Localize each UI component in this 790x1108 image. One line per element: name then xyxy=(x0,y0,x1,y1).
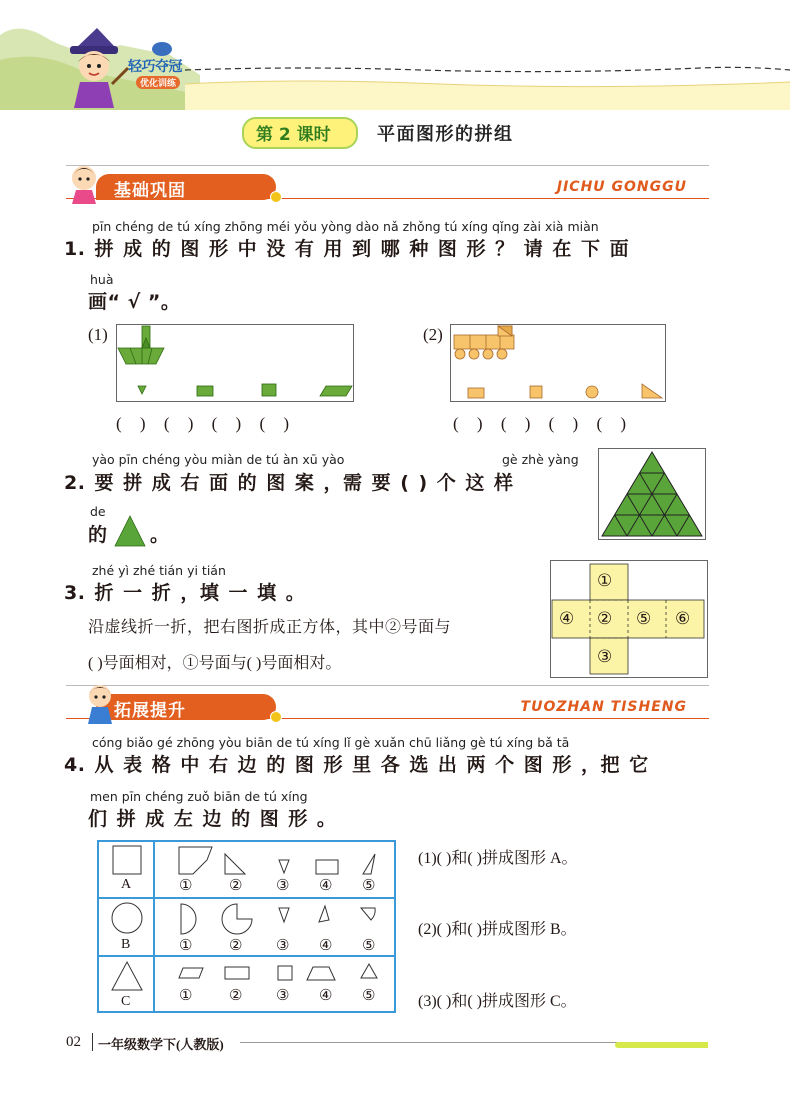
section-dot xyxy=(270,711,282,723)
q1-parens-b[interactable]: ( ) ( ) ( ) ( ) xyxy=(453,414,627,433)
row-a-num-3: ③ xyxy=(276,878,290,894)
q3-body-1: 沿虚线折一折，把右图折成正方体，其中②号面与 xyxy=(88,619,452,636)
q3-line-1: 3. 折 一 折 ，填 一 填 。 xyxy=(64,582,306,604)
boy-mascot-icon xyxy=(84,680,118,724)
q1-parens-a[interactable]: ( ) ( ) ( ) ( ) xyxy=(116,414,290,433)
book-title: 一年级数学下 xyxy=(98,1037,177,1052)
section-title-basic: 基础巩固 xyxy=(114,181,186,201)
brand-emblem xyxy=(152,42,172,56)
small-triangle-icon xyxy=(113,514,147,548)
row-b-num-2: ② xyxy=(229,938,243,954)
q2-pinyin-3: de xyxy=(90,504,106,519)
q1-line-1: 1. 拼 成 的 图 形 中 没 有 用 到 哪 种 图 形 ？ 请 在 下 面 xyxy=(64,238,630,260)
wizard-mascot-illustration xyxy=(62,24,132,110)
cube-face-3: ③ xyxy=(597,647,613,666)
q1-label-b: (2) xyxy=(423,325,443,344)
row-a-num-2: ② xyxy=(229,878,243,894)
q4-line-1: 4. 从 表 格 中 右 边 的 图 形 里 各 选 出 两 个 图 形 ，把 它 xyxy=(64,754,649,776)
row-a-num-4: ④ xyxy=(319,878,333,894)
q4-answer-3[interactable]: (3)( )和( )拼成图形 C。 xyxy=(418,993,577,1010)
row-c-num-3: ③ xyxy=(276,988,290,1004)
girl-mascot-icon xyxy=(66,160,106,204)
section-title-extend: 拓展提升 xyxy=(114,701,186,721)
q2-line-1: 2. 要 拼 成 右 面 的 图 案 ，需 要 ( ) 个 这 样 xyxy=(64,472,514,494)
row-c-num-5: ⑤ xyxy=(362,988,376,1004)
row-a-num-5: ⑤ xyxy=(362,878,376,894)
cube-face-5: ⑤ xyxy=(636,609,652,628)
q3-body-2[interactable]: ( )号面相对，①号面与( )号面相对。 xyxy=(88,655,342,672)
brand-logo xyxy=(128,44,194,94)
q4-shape-table xyxy=(97,840,396,1013)
q4-pinyin-2: men pīn chéng zuǒ biān de tú xíng xyxy=(90,789,308,804)
row-a-label: A xyxy=(121,877,132,892)
section-english-basic: JICHU GONGGU xyxy=(556,179,687,195)
q4-answer-1[interactable]: (1)( )和( )拼成图形 A。 xyxy=(418,850,578,867)
brand-logo-text: 轻巧夺冠 xyxy=(128,59,182,75)
section-bar-basic xyxy=(66,165,709,203)
q1-pinyin-1: pīn chéng de tú xíng zhōng méi yǒu yòng dào nǎ zhǒng tú xíng qǐng zài xià miàn xyxy=(92,219,599,234)
q1-figure-a xyxy=(116,324,354,402)
brand-logo-subtext: 优化训练 xyxy=(136,76,180,89)
row-b-num-5: ⑤ xyxy=(362,938,376,954)
q1-pinyin-2: huà xyxy=(90,272,114,287)
book-edition: (人教版) xyxy=(176,1037,224,1052)
row-b-label: B xyxy=(121,937,131,952)
q4-answer-2[interactable]: (2)( )和( )拼成图形 B。 xyxy=(418,921,577,938)
q2-pinyin-1: yào pīn chéng yòu miàn de tú àn xū yào xyxy=(92,452,345,467)
footer-divider xyxy=(92,1033,93,1051)
footer-accent xyxy=(615,1042,708,1048)
q1-line-2: 画“ √ ”。 xyxy=(88,291,181,313)
q2-line-2: 的 xyxy=(88,524,108,546)
lesson-badge-text: 第 2 课时 xyxy=(256,125,331,145)
section-bar-extend xyxy=(66,685,709,723)
row-a-num-1: ① xyxy=(179,878,193,894)
row-c-num-4: ④ xyxy=(319,988,333,1004)
row-b-num-3: ③ xyxy=(276,938,290,954)
row-b-num-1: ① xyxy=(179,938,193,954)
q2-pinyin-2: gè zhè yàng xyxy=(502,452,579,467)
section-dot xyxy=(270,191,282,203)
row-c-num-2: ② xyxy=(229,988,243,1004)
cube-face-2: ② xyxy=(597,609,613,628)
cube-face-4: ④ xyxy=(559,609,575,628)
cube-face-6: ⑥ xyxy=(675,609,691,628)
section-english-extend: TUOZHAN TISHENG xyxy=(520,699,687,715)
page-number: 02 xyxy=(66,1034,81,1050)
q1-label-a: (1) xyxy=(88,325,108,344)
lesson-title: 平面图形的拼组 xyxy=(377,124,514,145)
q2-line-2-end: 。 xyxy=(150,524,170,546)
q4-line-2: 们 拼 成 左 边 的 图 形 。 xyxy=(88,808,337,830)
q2-triangle-pattern xyxy=(598,448,706,540)
q3-pinyin: zhé yì zhé tián yi tián xyxy=(92,563,226,578)
q1-figure-b xyxy=(450,324,666,402)
q4-pinyin-1: cóng biǎo gé zhōng yòu biān de tú xíng lǐ gè xuǎn chū liǎng gè tú xíng bǎ tā xyxy=(92,735,570,750)
row-c-label: C xyxy=(121,994,131,1009)
cube-face-1: ① xyxy=(597,571,613,590)
row-c-num-1: ① xyxy=(179,988,193,1004)
row-b-num-4: ④ xyxy=(319,938,333,954)
